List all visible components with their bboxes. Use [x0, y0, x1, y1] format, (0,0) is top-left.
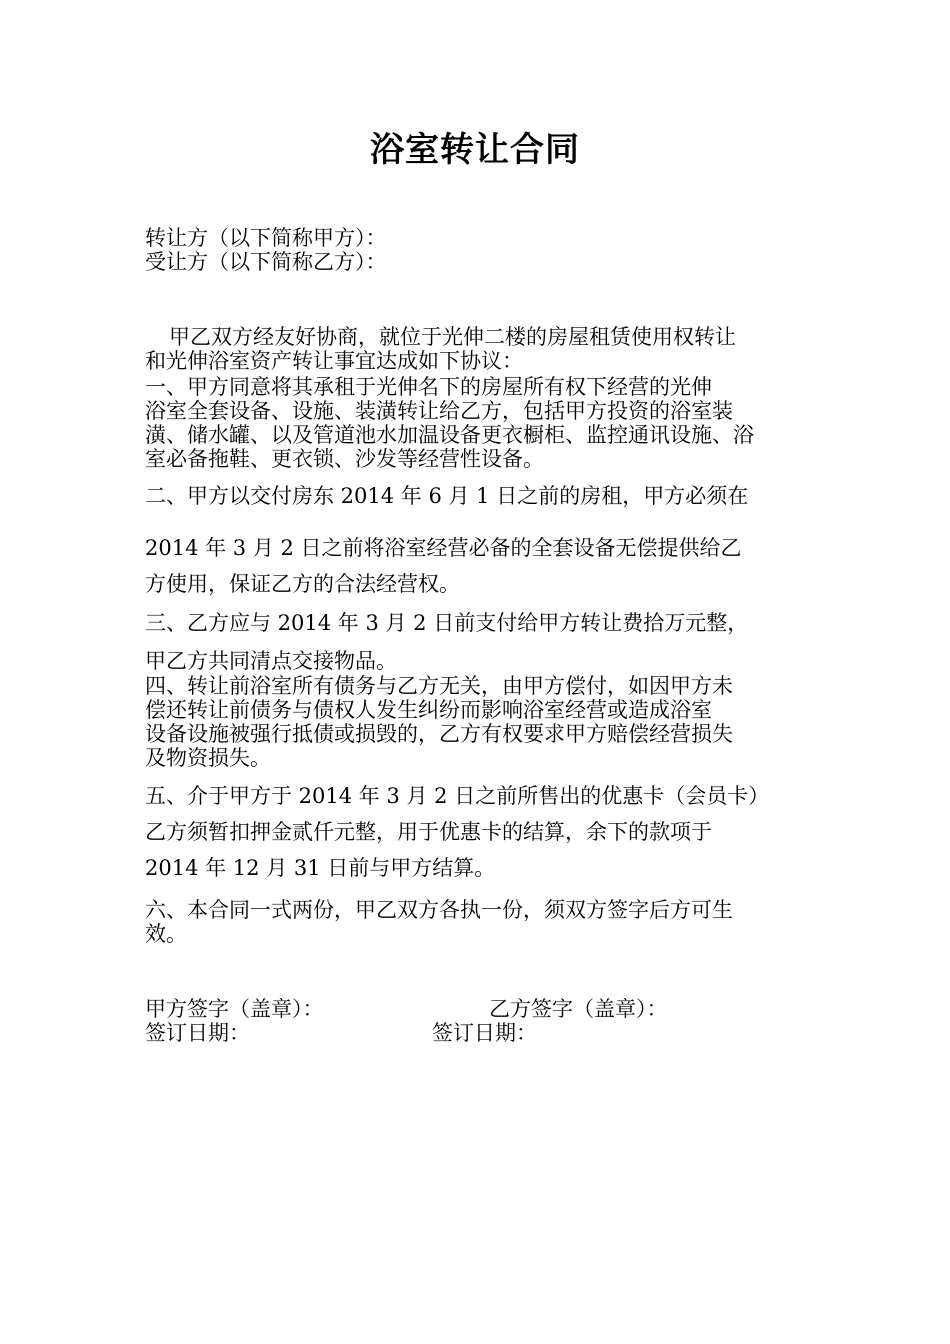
clause-4 — [145, 674, 815, 770]
transferor-line: 转让方（以下简称甲方）： — [145, 226, 387, 250]
transferee-line: 受让方（以下简称乙方）： — [145, 250, 387, 274]
clause-line: 设备设施被强行抵债或损毁的，乙方有权要求甲方赔偿经营损失 — [145, 722, 733, 746]
party-a-signature-label: 甲方签字（盖章）： — [145, 997, 324, 1021]
clause-line: 乙方须暂扣押金贰仟元整，用于优惠卡的结算，余下的款项于 — [145, 820, 712, 844]
clause-line: 室必备拖鞋、更衣锁、沙发等经营性设备。 — [145, 447, 544, 471]
party-b-date-label: 签订日期： — [432, 1021, 537, 1045]
clause-line: 及物资损失。 — [145, 746, 271, 770]
date-row — [145, 1021, 815, 1047]
clause-line: 2014 年 12 月 31 日前与甲方结算。 — [145, 856, 496, 880]
clause-line: 2014 年 3 月 2 日之前将浴室经营必备的全套设备无偿提供给乙 — [145, 536, 742, 560]
intro-line: 甲乙双方经友好协商，就位于光伸二楼的房屋租赁使用权转让 — [169, 325, 736, 349]
clause-1 — [145, 375, 815, 471]
clause-line: 浴室全套设备、设施、装潢转让给乙方，包括甲方投资的浴室装 — [145, 399, 733, 423]
clause-line: 甲乙方共同清点交接物品。 — [145, 649, 397, 673]
party-a-date-label: 签订日期： — [145, 1021, 250, 1045]
intro-paragraph — [145, 325, 815, 373]
clause-6 — [145, 898, 815, 946]
document-title: 浴室转让合同 — [370, 130, 580, 170]
clause-line: 一、甲方同意将其承租于光伸名下的房屋所有权下经营的光伸 — [145, 375, 712, 399]
clause-line: 三、乙方应与 2014 年 3 月 2 日前支付给甲方转让费拾万元整， — [145, 611, 749, 635]
party-b-signature-label: 乙方签字（盖章）： — [489, 997, 668, 1021]
signature-row — [145, 997, 815, 1023]
parties-block — [145, 226, 815, 274]
clause-line: 六、本合同一式两份，甲乙双方各执一份，须双方签字后方可生 — [145, 898, 733, 922]
clause-line: 效。 — [145, 922, 187, 946]
clause-line: 方使用，保证乙方的合法经营权。 — [145, 572, 460, 596]
clause-line: 五、介于甲方于 2014 年 3 月 2 日之前所售出的优惠卡（会员卡） — [145, 784, 770, 808]
clause-line: 四、转让前浴室所有债务与乙方无关，由甲方偿付，如因甲方未 — [145, 674, 733, 698]
clause-5 — [145, 784, 815, 880]
clause-line: 偿还转让前债务与债权人发生纠纷而影响浴室经营或造成浴室 — [145, 698, 712, 722]
clause-3 — [145, 611, 815, 673]
intro-line: 和光伸浴室资产转让事宜达成如下协议： — [145, 349, 523, 373]
clause-2 — [145, 484, 815, 596]
clause-line: 二、甲方以交付房东 2014 年 6 月 1 日之前的房租，甲方必须在 — [145, 484, 749, 508]
clause-line: 潢、储水罐、以及管道池水加温设备更衣橱柜、监控通讯设施、浴 — [145, 423, 754, 447]
